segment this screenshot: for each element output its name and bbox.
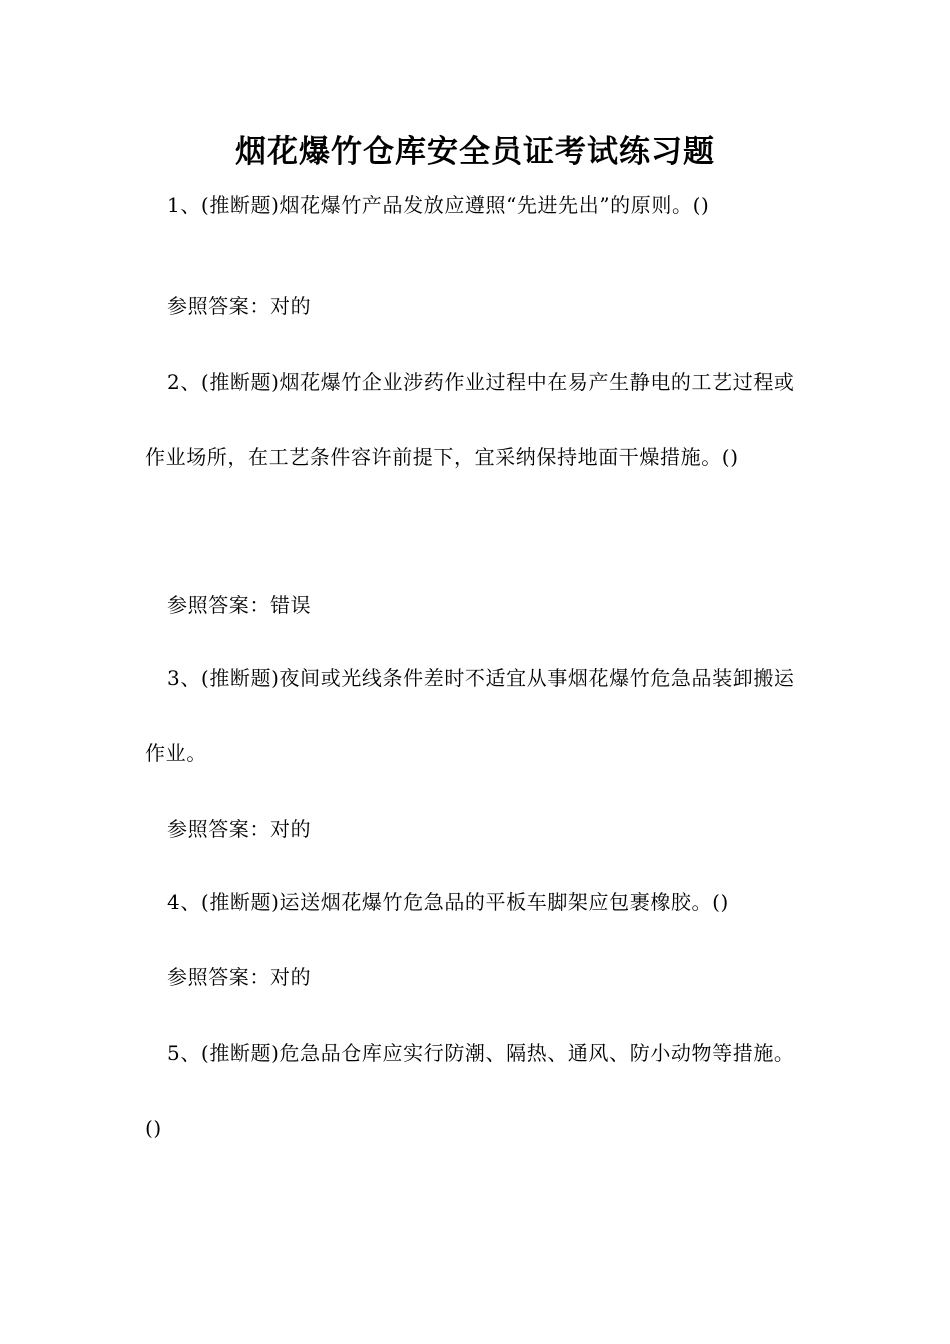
question-4: 4、(推断题)运送烟花爆竹危急品的平板车脚架应包裹橡胶。() bbox=[167, 890, 729, 914]
question-2: 2、(推断题)烟花爆竹企业涉药作业过程中在易产生静电的工艺过程或作业场所，在工艺条件容许前提下，宜采纳保持地面干燥措施。() bbox=[145, 370, 795, 469]
answer-4: 参照答案：对的 bbox=[167, 965, 312, 989]
question-3: 3、(推断题)夜间或光线条件差时不适宜从事烟花爆竹危急品装卸搬运作业。 bbox=[145, 666, 795, 765]
answer-3: 参照答案：对的 bbox=[167, 817, 312, 841]
question-1: 1、(推断题)烟花爆竹产品发放应遵照“先进先出”的原则。() bbox=[167, 193, 710, 217]
answer-2: 参照答案：错误 bbox=[167, 593, 312, 617]
answer-1: 参照答案：对的 bbox=[167, 294, 312, 318]
question-5: 5、(推断题)危急品仓库应实行防潮、隔热、通风、防小动物等措施。() bbox=[145, 1041, 795, 1140]
document-title: 烟花爆竹仓库安全员证考试练习题 bbox=[235, 134, 715, 170]
